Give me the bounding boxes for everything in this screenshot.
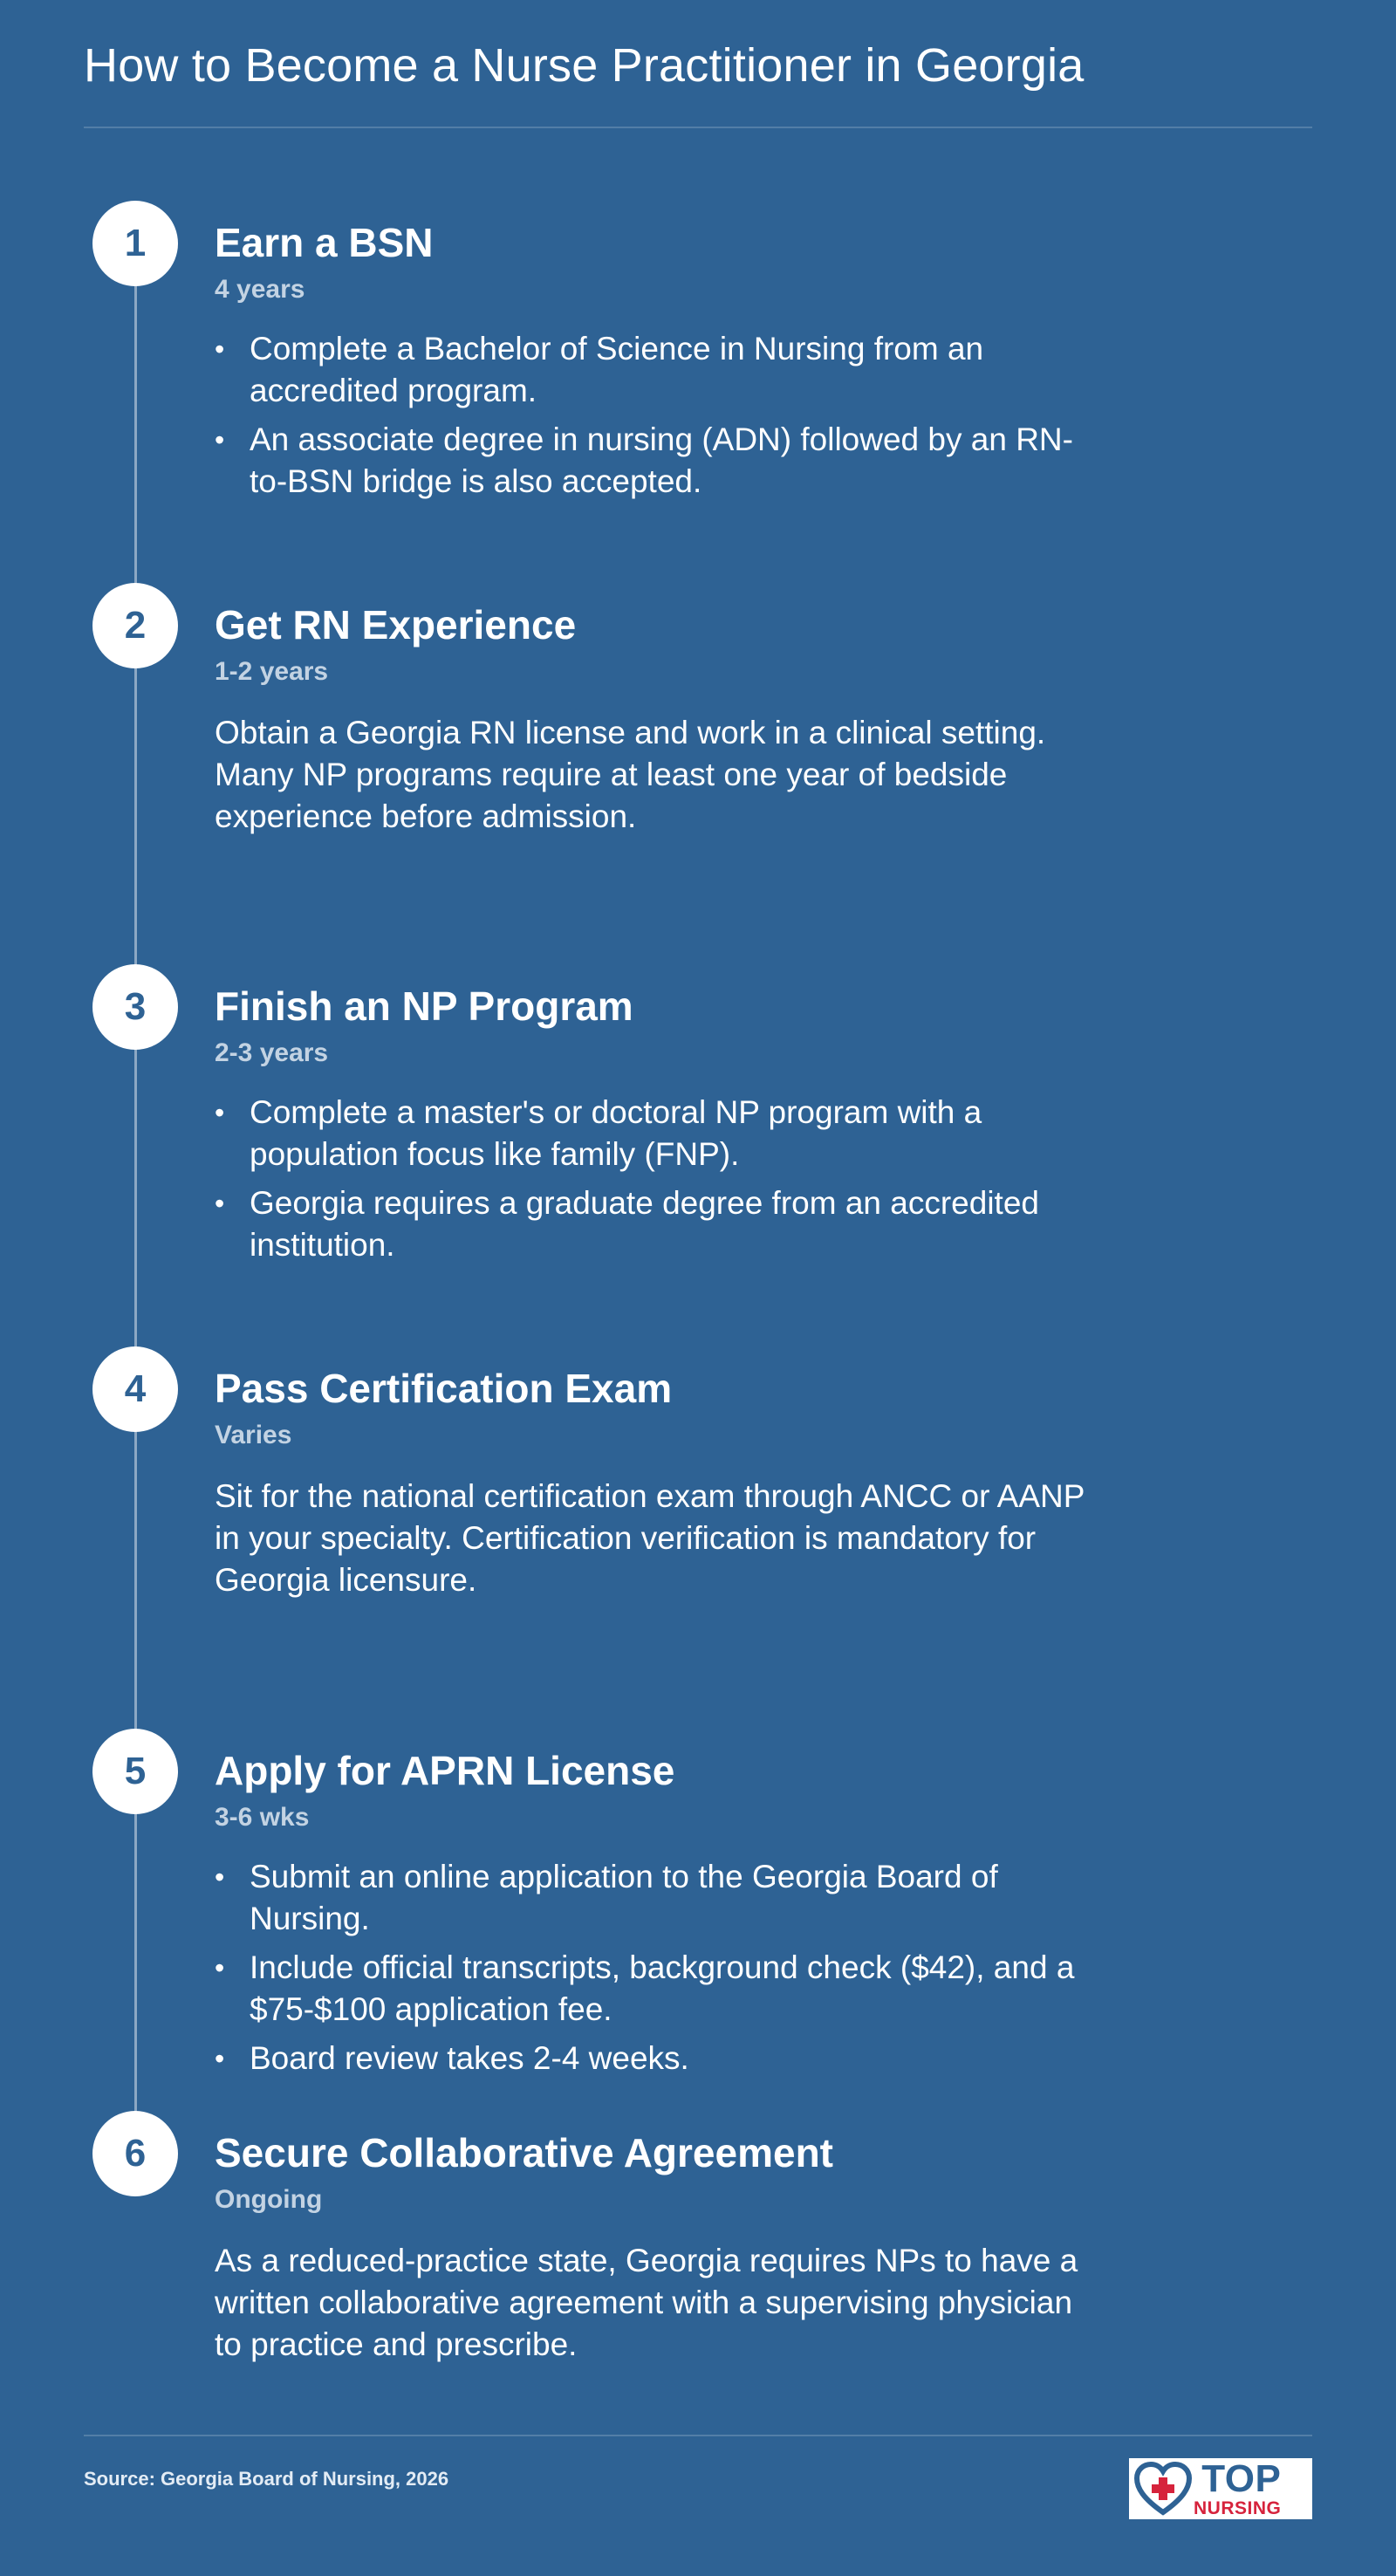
step-number-circle: 2 (92, 583, 178, 668)
footer-divider (84, 2435, 1312, 2436)
step-description: Sit for the national certification exam through ANCC or AANP in your specialty. Certification verification is mandatory for Georgia licensure. (215, 1478, 1085, 1598)
step-content (215, 602, 1087, 838)
step-bullet-list (215, 1856, 1087, 2079)
step-duration: 1-2 years (215, 657, 329, 686)
top-nursing-logo (1129, 2458, 1312, 2519)
step-bullet: • Submit an online application to the Georgia Board of Nursing. (215, 1856, 1087, 1940)
step-content (215, 2130, 1087, 2366)
step-bullet: • An associate degree in nursing (ADN) followed by an RN-to-BSN bridge is also accepted. (215, 419, 1087, 503)
step-duration: 2-3 years (215, 1038, 329, 1067)
logo-wordmark (1194, 2457, 1282, 2518)
logo-text-top: TOP (1201, 2457, 1282, 2500)
page-title: How to Become a Nurse Practitioner in Georgia (84, 39, 1085, 92)
step-number-circle: 6 (92, 2111, 178, 2196)
step-title: Apply for APRN License (215, 1748, 675, 1793)
step-duration: 3-6 wks (215, 1803, 310, 1832)
step-bullet: • Georgia requires a graduate degree from an accredited institution. (215, 1182, 1087, 1266)
step-number-circle: 5 (92, 1729, 178, 1814)
step-bullet: • Complete a master's or doctoral NP program with a population focus like family (FNP). (215, 1092, 1087, 1175)
step-content (215, 1748, 1087, 2086)
step-description: Obtain a Georgia RN license and work in a clinical setting. Many NP programs require at least one year of bedside experience before admission. (215, 715, 1046, 834)
source-note: Source: Georgia Board of Nursing, 2026 (84, 2468, 449, 2490)
step-number-circle: 1 (92, 201, 178, 286)
step-number-circle: 4 (92, 1346, 178, 1432)
step-number-circle: 3 (92, 964, 178, 1050)
step-content (215, 1366, 1087, 1601)
header-divider (84, 127, 1312, 128)
step-description: As a reduced-practice state, Georgia requires NPs to have a written collaborative agreement with a supervising physician to practice and prescribe. (215, 2243, 1078, 2362)
step-duration: Varies (215, 1421, 292, 1449)
step-duration: Ongoing (215, 2185, 323, 2214)
step-bullet: • Complete a Bachelor of Science in Nursing from an accredited program. (215, 328, 1087, 412)
step-title: Get RN Experience (215, 602, 577, 647)
step-title: Pass Certification Exam (215, 1366, 673, 1411)
step-bullet: • Board review takes 2-4 weeks. (215, 2038, 1087, 2079)
step-title: Secure Collaborative Agreement (215, 2130, 833, 2175)
step-title: Finish an NP Program (215, 983, 633, 1029)
step-content (215, 220, 1087, 510)
timeline-line (134, 243, 137, 2154)
step-content (215, 983, 1087, 1273)
step-bullet: • Include official transcripts, background check ($42), and a $75-$100 application fee. (215, 1947, 1087, 2031)
step-title: Earn a BSN (215, 220, 434, 265)
step-bullet-list (215, 328, 1087, 503)
logo-text-bottom: NURSING (1194, 2498, 1282, 2518)
step-duration: 4 years (215, 275, 305, 304)
heart-cross-icon (1134, 2462, 1192, 2516)
step-bullet-list (215, 1092, 1087, 1266)
